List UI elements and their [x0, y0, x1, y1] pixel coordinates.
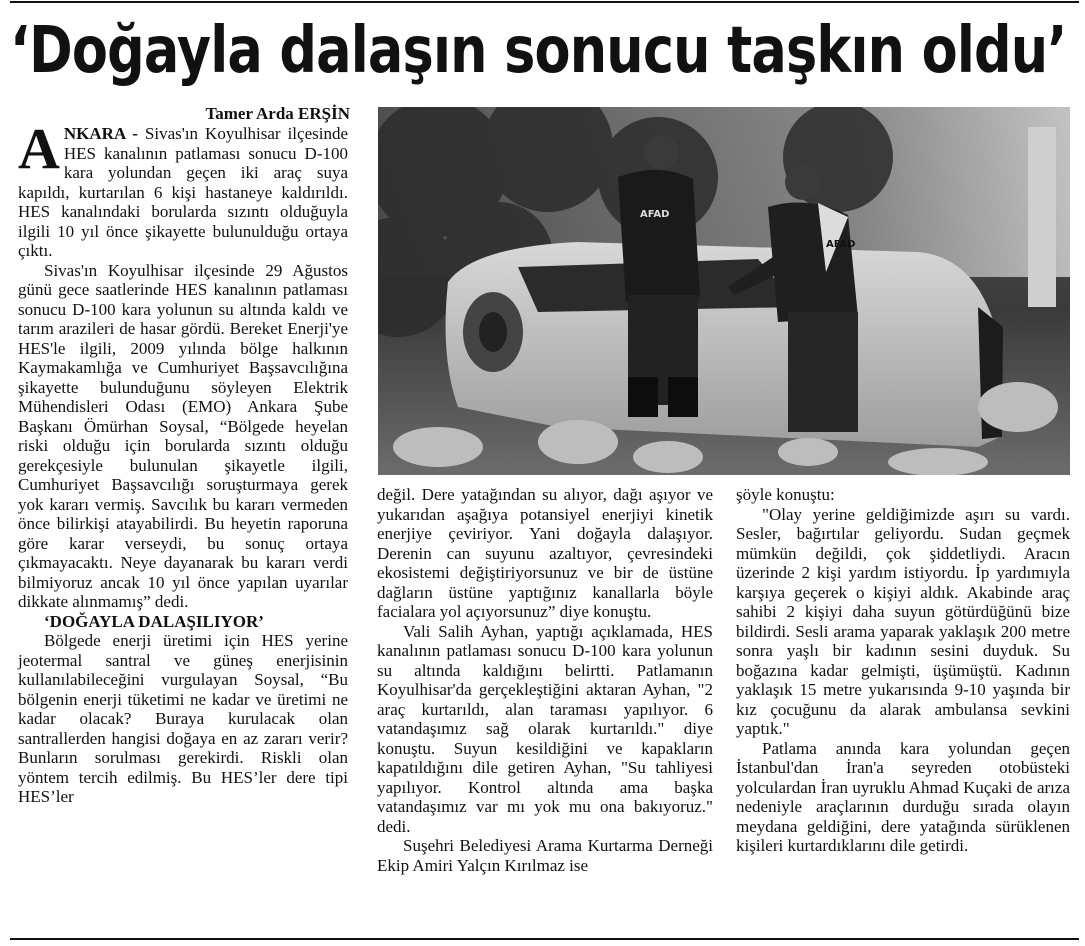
headline: ‘Doğayla dalaşın sonucu taşkın oldu’ [10, 14, 1067, 88]
body-paragraph: Bölgede enerji üretimi için HES yerine jeotermal santral ve güneş enerjisinin kullanılabileceğini vurgulayan Soysal, “Bu bölgenin enerji tüketimi ne kadar ve üretimi ne kadar olacak? Buraya kurulacak olan santrallerden hangisi doğaya en az zararı verir? Bunların sorulması gerekirdi. Riskli olan yöntem tercih edilmiş. Bu HES’ler dere tipi HES’ler [18, 631, 348, 806]
dateline: NKARA - [63, 124, 138, 143]
body-paragraph: değil. Dere yatağından su alıyor, dağı aşıyor ve yukarıdan aşağıya potansiyel enerjiyi kinetik enerjiye çeviriyor. Yani doğayla dalaşıyor. Derenin can suyunu azaltıyor, çevresindeki ekosistemi değiştiriyorsunuz ve bir de üstüne dağların üstüne yaptığınız kanallarla böyle facialara yol açıyorsunuz” diye konuştu. [377, 485, 713, 621]
body-paragraph: Patlama anında kara yolundan geçen İstanbul'dan İran'a seyreden otobüsteki yolculardan İran uyruklu Ahmad Kuçaki de arıza nedeniyle araçlarının durduğu sırada olayın meydana geldiğini, dere yatağında sürüklenen kişileri kurtardıklarını dile getirdi. [736, 738, 1070, 855]
body-paragraph: Sivas'ın Koyulhisar ilçesinde 29 Ağustos günü gece saatlerinde HES kanalının patlaması sonucu D-100 kara yolunun su altında kaldı ve tarım arazileri de hasar gördü. Bereket Enerji'ye HES'le ilgili, 2009 yılında bölge halkının Kaymakamlığa ve Cumhuriyet Başsavcılığına şikayette bulunduğunu söyleyen Elektrik Mühendisleri Odası (EMO) Ankara Şube Başkanı Ömürhan Soysal, “Bölgede heyelan riski olduğu için borularda sızıntı olduğu gerekçesiyle bulunulan şikayetle ilgili, Cumhuriyet Başsavcılığı soruşturmaya gerek yok kararı vermiş. Savcılık bu kararı vermeden önce bilirkişi atayabilirdi. Bu heyetin raporuna göre karar verseydi, bu sonuç ortaya çıkmayacaktı. Neye dayanarak bu kararı verdi bilmiyoruz ancak 10 yıl önce yapılan uyarılar dikkate alınmamış” dedi. [18, 260, 348, 611]
overturned-car [446, 242, 1003, 447]
body-paragraph: Vali Salih Ayhan, yaptığı açıklamada, HES kanalının patlaması sonucu D-100 kara yolunun su altında kaldığını belirtti. Patlamanın Koyulhisar'da gerçekleştiğini aktaran Ayhan, "2 araç kurtarıldı, alan taraması yapılıyor. 6 vatandaşımız sağ olarak kurtarıldı." diye konuştu. Suyun kesildiğini ve kapakların kapatıldığını dile getiren Ayhan, "Su tahliyesi yapılıyor. Kontrol altında ama başka vatandaşımız var mı yok mu ona bakıyoruz." dedi. [377, 621, 713, 836]
tree-trunk [1028, 127, 1056, 307]
byline: Tamer Arda ERŞİN [205, 104, 350, 123]
body-paragraph: şöyle konuştu: [736, 485, 835, 504]
body-paragraph: Suşehri Belediyesi Arama Kurtarma Derneği Ekip Amiri Yalçın Kırılmaz ise [377, 836, 713, 875]
subheading: ‘DOĞAYLA DALAŞILIYOR’ [44, 611, 264, 631]
news-photo [378, 107, 1070, 475]
drop-cap: A [18, 116, 60, 181]
top-rule [10, 1, 1079, 3]
rescuer-left [618, 135, 700, 417]
vest-label-left: AFAD [640, 209, 670, 220]
news-photo-svg [378, 107, 1070, 475]
lead-text: Sivas'ın Koyulhisar ilçesinde HES kanalının patlaması sonucu D-100 kara yolundan geçen iki araç suya kapıldı, kurtarılan 6 kişi hastaneye kaldırıldı. HES kanalındaki borularda sızıntı olduğuyla ilgili 10 yıl önce şikayette bulunulduğu ortaya çıktı. [18, 124, 348, 260]
vest-label-right: AFAD [826, 239, 856, 250]
bottom-rule [10, 938, 1079, 940]
lead-paragraph [18, 116, 348, 261]
column-1 [18, 116, 348, 807]
column-3 [736, 485, 1070, 856]
column-2 [377, 485, 713, 875]
quote-paragraph: "Olay yerine geldiğimizde aşırı su vardı. Sesler, bağırtılar geliyordu. Sudan geçmek mümkün değildi, çok şiddetliydi. Aracın üzerinde 2 kişi yardım istiyordu. İp yardımıyla karşıya geçerek o kişiyi aldık. Akabinde araç sahibi 2 kişiyi daha suyun götürdüğünü bize bildirdi. Sesli arama yaparak yaklaşık 200 metre sonra yaşlı bir kadının sesini duyduk. Su boğazına kadar gelmişti, üşümüştü. Kadının yaklaşık 15 metre yukarısında 9-10 yaşında bir kız çocuğunu da alarak ambulansa sevkini yaptık." [736, 504, 1070, 738]
